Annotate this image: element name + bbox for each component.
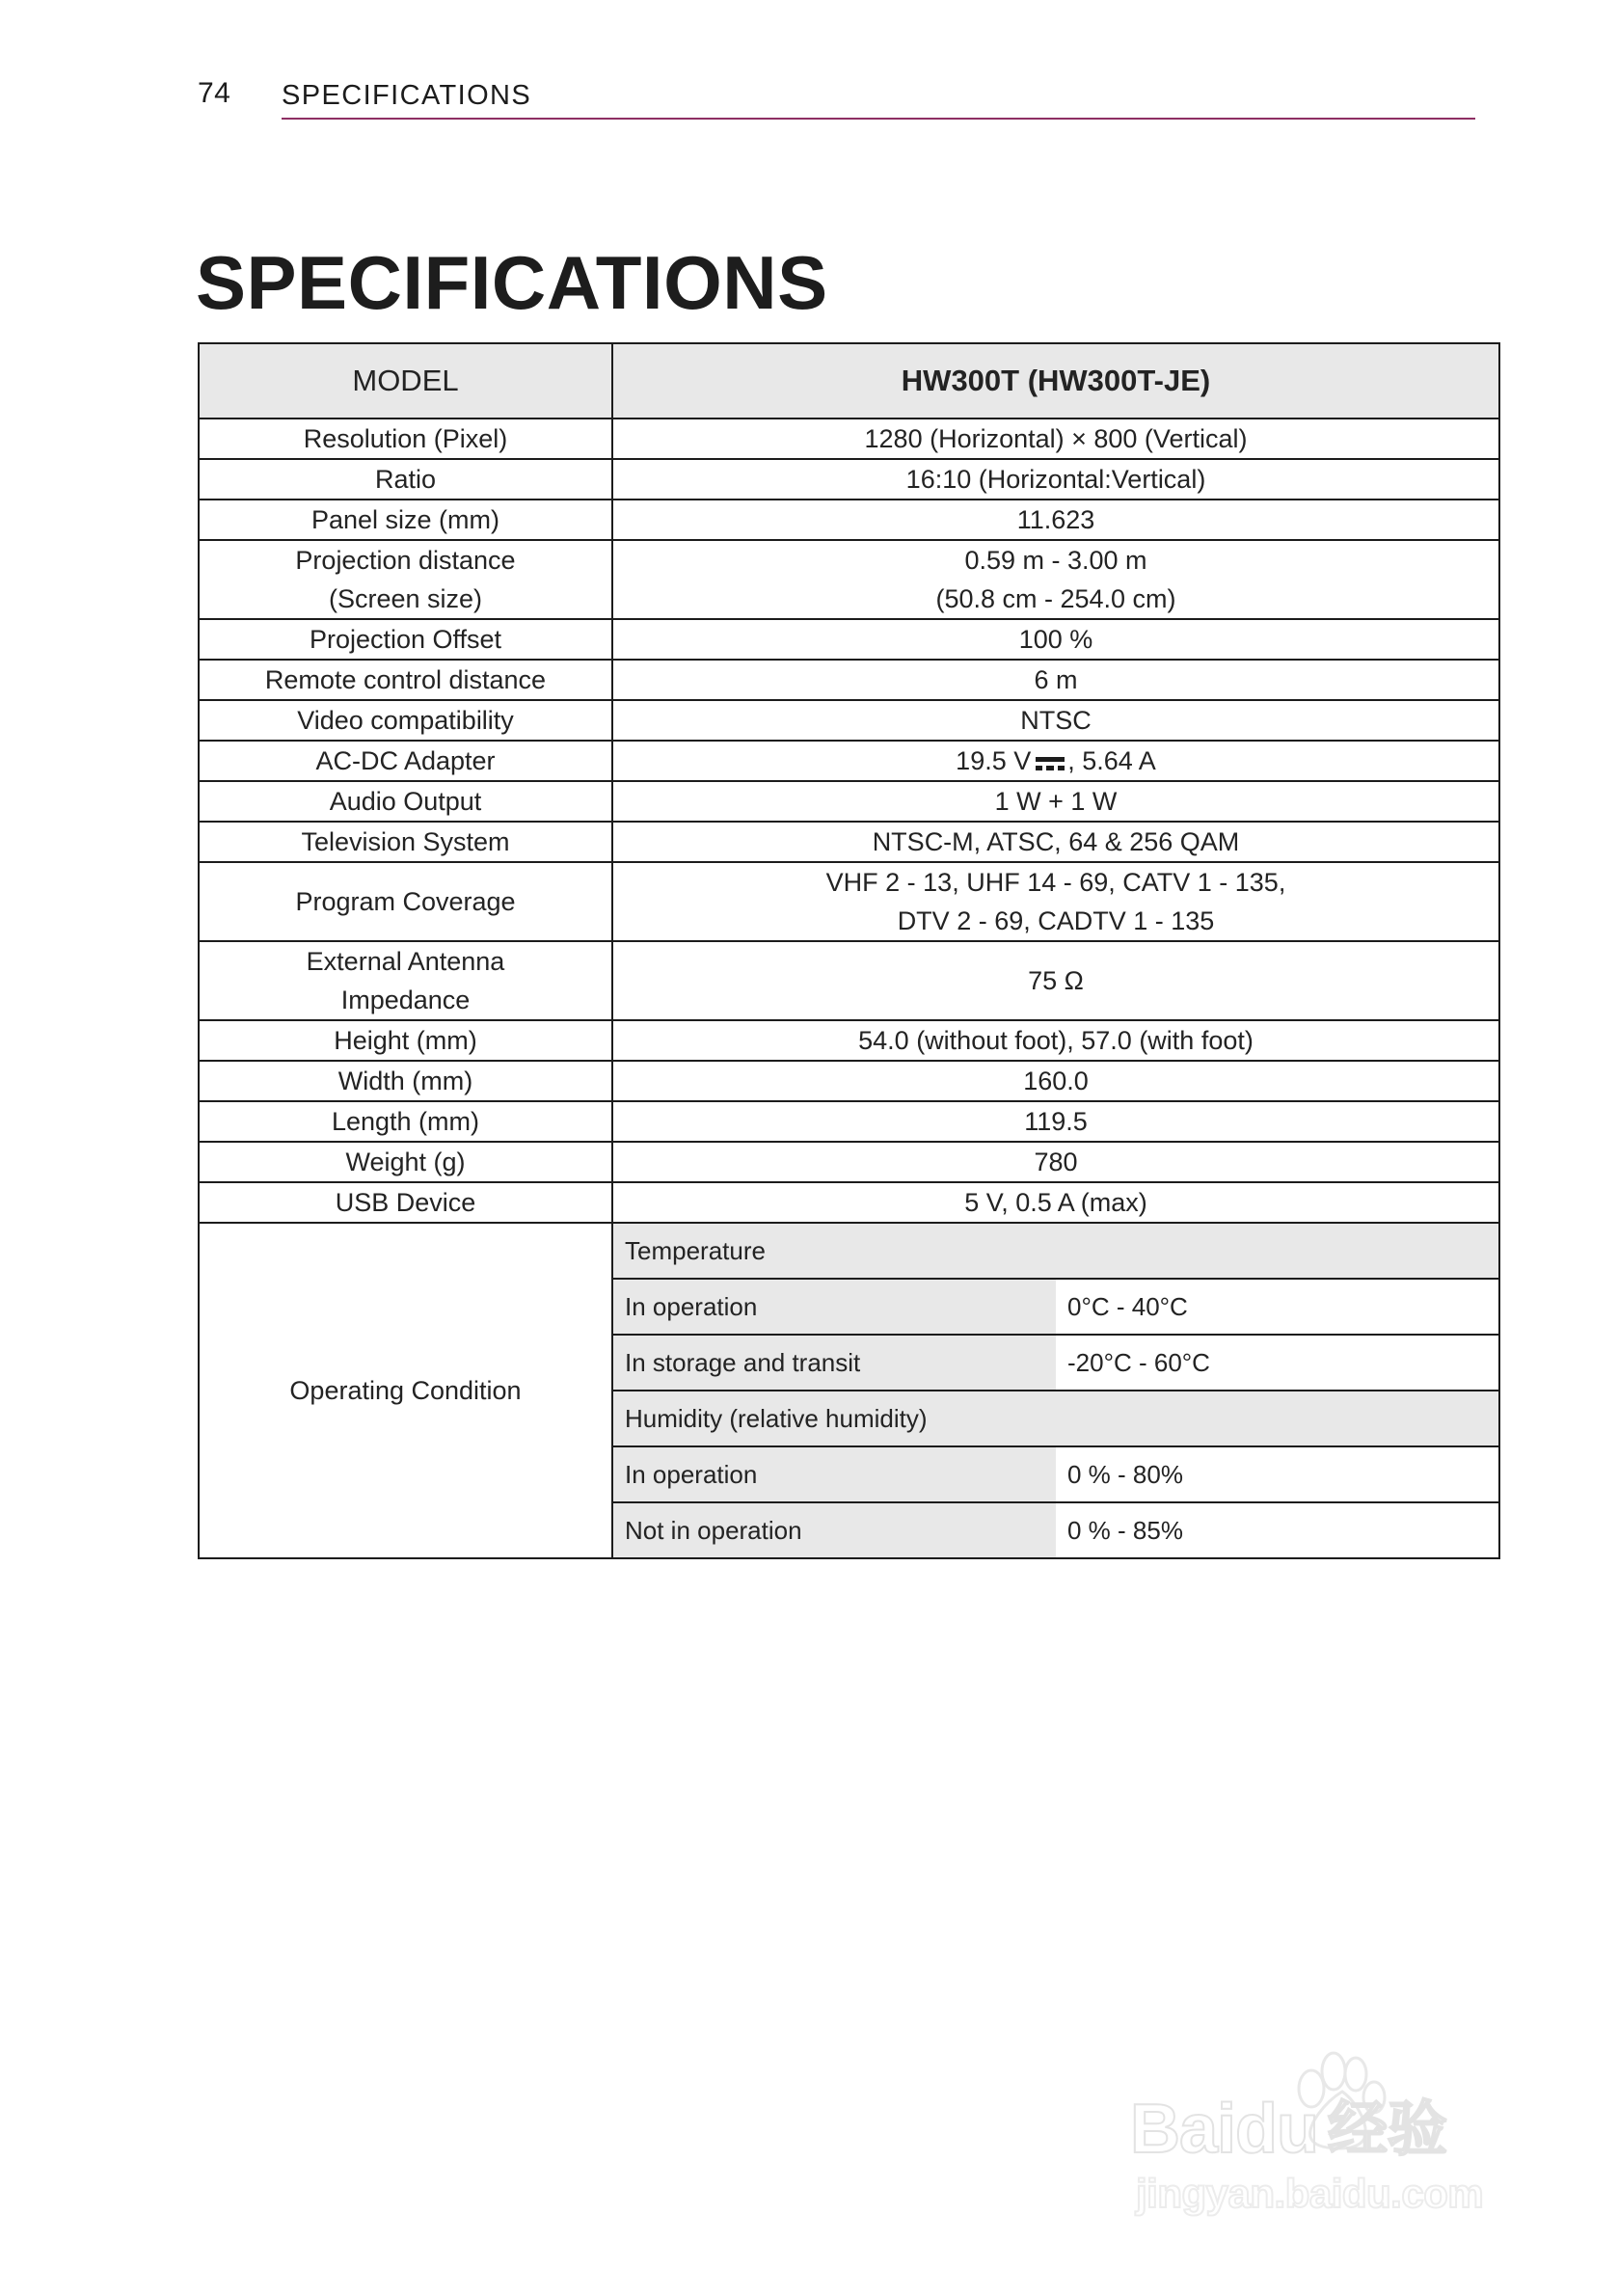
row-value-line2: (50.8 cm - 254.0 cm) [935, 584, 1176, 613]
ac-dc-voltage: 19.5 V [956, 746, 1032, 775]
subtable-body [613, 1224, 1498, 1557]
row-value-usb-device: 5 V, 0.5 A (max) [612, 1182, 1499, 1223]
row-label-length: Length (mm) [199, 1101, 612, 1142]
subtable-row [613, 1279, 1498, 1335]
watermark-brand: Baidu [1130, 2091, 1319, 2168]
row-label-line1: Projection distance [295, 546, 516, 575]
table-row [199, 1101, 1499, 1142]
row-value-line1: 0.59 m - 3.00 m [964, 546, 1147, 575]
table-row [199, 941, 1499, 1020]
table-row [199, 781, 1499, 822]
subvalue-temp-in-operation: 0°C - 40°C [1056, 1279, 1498, 1335]
table-row [199, 619, 1499, 660]
subvalue-humidity-not-in-operation: 0 % - 85% [1056, 1502, 1498, 1557]
header-divider-rule [282, 118, 1475, 120]
row-label-ac-dc-adapter: AC-DC Adapter [199, 741, 612, 781]
row-label-line2: Impedance [340, 986, 471, 1014]
watermark-logo-row [1130, 2091, 1448, 2168]
row-label-operating-condition: Operating Condition [199, 1223, 612, 1558]
direct-current-icon [1036, 753, 1065, 770]
row-label-video-compatibility: Video compatibility [199, 700, 612, 741]
table-row [199, 741, 1499, 781]
row-label-panel-size: Panel size (mm) [199, 500, 612, 540]
row-value-ratio: 16:10 (Horizontal:Vertical) [612, 459, 1499, 500]
subkey-temp-in-operation: In operation [613, 1279, 1056, 1335]
subvalue-humidity-in-operation: 0 % - 80% [1056, 1446, 1498, 1502]
row-label-line2: (Screen size) [328, 584, 483, 613]
row-value-projection-offset: 100 % [612, 619, 1499, 660]
header-section-title: SPECIFICATIONS [282, 80, 532, 111]
page-running-header [0, 75, 1618, 125]
subkey-temp-in-storage: In storage and transit [613, 1335, 1056, 1391]
row-value-video-compatibility: NTSC [612, 700, 1499, 741]
table-row [199, 419, 1499, 459]
row-value-height: 54.0 (without foot), 57.0 (with foot) [612, 1020, 1499, 1061]
subkey-humidity-in-operation: In operation [613, 1446, 1056, 1502]
row-value-projection-distance [612, 540, 1499, 619]
watermark-url: jingyan.baidu.com [1136, 2171, 1484, 2216]
paw-print-icon [1282, 2048, 1389, 2154]
row-value-program-coverage [612, 862, 1499, 941]
table-row [199, 500, 1499, 540]
row-value-line2: DTV 2 - 69, CADTV 1 - 135 [897, 906, 1215, 935]
row-label-program-coverage: Program Coverage [199, 862, 612, 941]
table-row [199, 1061, 1499, 1101]
row-label-height: Height (mm) [199, 1020, 612, 1061]
operating-condition-subtable [613, 1224, 1498, 1557]
table-row [199, 540, 1499, 619]
row-label-usb-device: USB Device [199, 1182, 612, 1223]
table-header-row [199, 343, 1499, 419]
row-label-projection-distance [199, 540, 612, 619]
subgroup-humidity: Humidity (relative humidity) [613, 1391, 1498, 1446]
watermark-brand-cn: 经验 [1328, 2096, 1448, 2163]
header-cell-model-value: HW300T (HW300T-JE) [612, 343, 1499, 419]
page-title: SPECIFICATIONS [196, 240, 828, 326]
subgroup-temperature: Temperature [613, 1224, 1498, 1279]
row-label-television-system: Television System [199, 822, 612, 862]
ac-dc-current: , 5.64 A [1067, 746, 1156, 775]
row-label-line1: External Antenna [306, 947, 505, 976]
table-row [199, 1142, 1499, 1182]
row-label-ratio: Ratio [199, 459, 612, 500]
table-row [199, 862, 1499, 941]
row-value-resolution: 1280 (Horizontal) × 800 (Vertical) [612, 419, 1499, 459]
table-row [199, 822, 1499, 862]
row-label-resolution: Resolution (Pixel) [199, 419, 612, 459]
subtable-group-row [613, 1224, 1498, 1279]
row-value-remote-control-distance: 6 m [612, 660, 1499, 700]
table-row [199, 660, 1499, 700]
row-value-external-antenna-impedance: 75 Ω [612, 941, 1499, 1020]
page-number: 74 [198, 77, 231, 109]
row-value-television-system: NTSC-M, ATSC, 64 & 256 QAM [612, 822, 1499, 862]
table-row-operating-condition [199, 1223, 1499, 1558]
row-value-ac-dc-adapter [612, 741, 1499, 781]
specifications-table [198, 342, 1500, 1559]
row-value-audio-output: 1 W + 1 W [612, 781, 1499, 822]
table-row [199, 1020, 1499, 1061]
row-label-audio-output: Audio Output [199, 781, 612, 822]
row-value-width: 160.0 [612, 1061, 1499, 1101]
subtable-row [613, 1335, 1498, 1391]
row-label-width: Width (mm) [199, 1061, 612, 1101]
subkey-humidity-not-in-operation: Not in operation [613, 1502, 1056, 1557]
table-row [199, 700, 1499, 741]
row-value-line1: VHF 2 - 13, UHF 14 - 69, CATV 1 - 135, [825, 868, 1286, 897]
subvalue-temp-in-storage: -20°C - 60°C [1056, 1335, 1498, 1391]
table-body [199, 343, 1499, 1558]
table-row [199, 459, 1499, 500]
operating-condition-cell [612, 1223, 1499, 1558]
row-label-projection-offset: Projection Offset [199, 619, 612, 660]
subtable-group-row [613, 1391, 1498, 1446]
subtable-row [613, 1446, 1498, 1502]
header-cell-model: MODEL [199, 343, 612, 419]
row-value-weight: 780 [612, 1142, 1499, 1182]
row-value-length: 119.5 [612, 1101, 1499, 1142]
subtable-row [613, 1502, 1498, 1557]
table-row [199, 1182, 1499, 1223]
row-value-panel-size: 11.623 [612, 500, 1499, 540]
baidu-watermark [1130, 2037, 1535, 2220]
row-label-external-antenna-impedance [199, 941, 612, 1020]
row-label-remote-control-distance: Remote control distance [199, 660, 612, 700]
row-label-weight: Weight (g) [199, 1142, 612, 1182]
